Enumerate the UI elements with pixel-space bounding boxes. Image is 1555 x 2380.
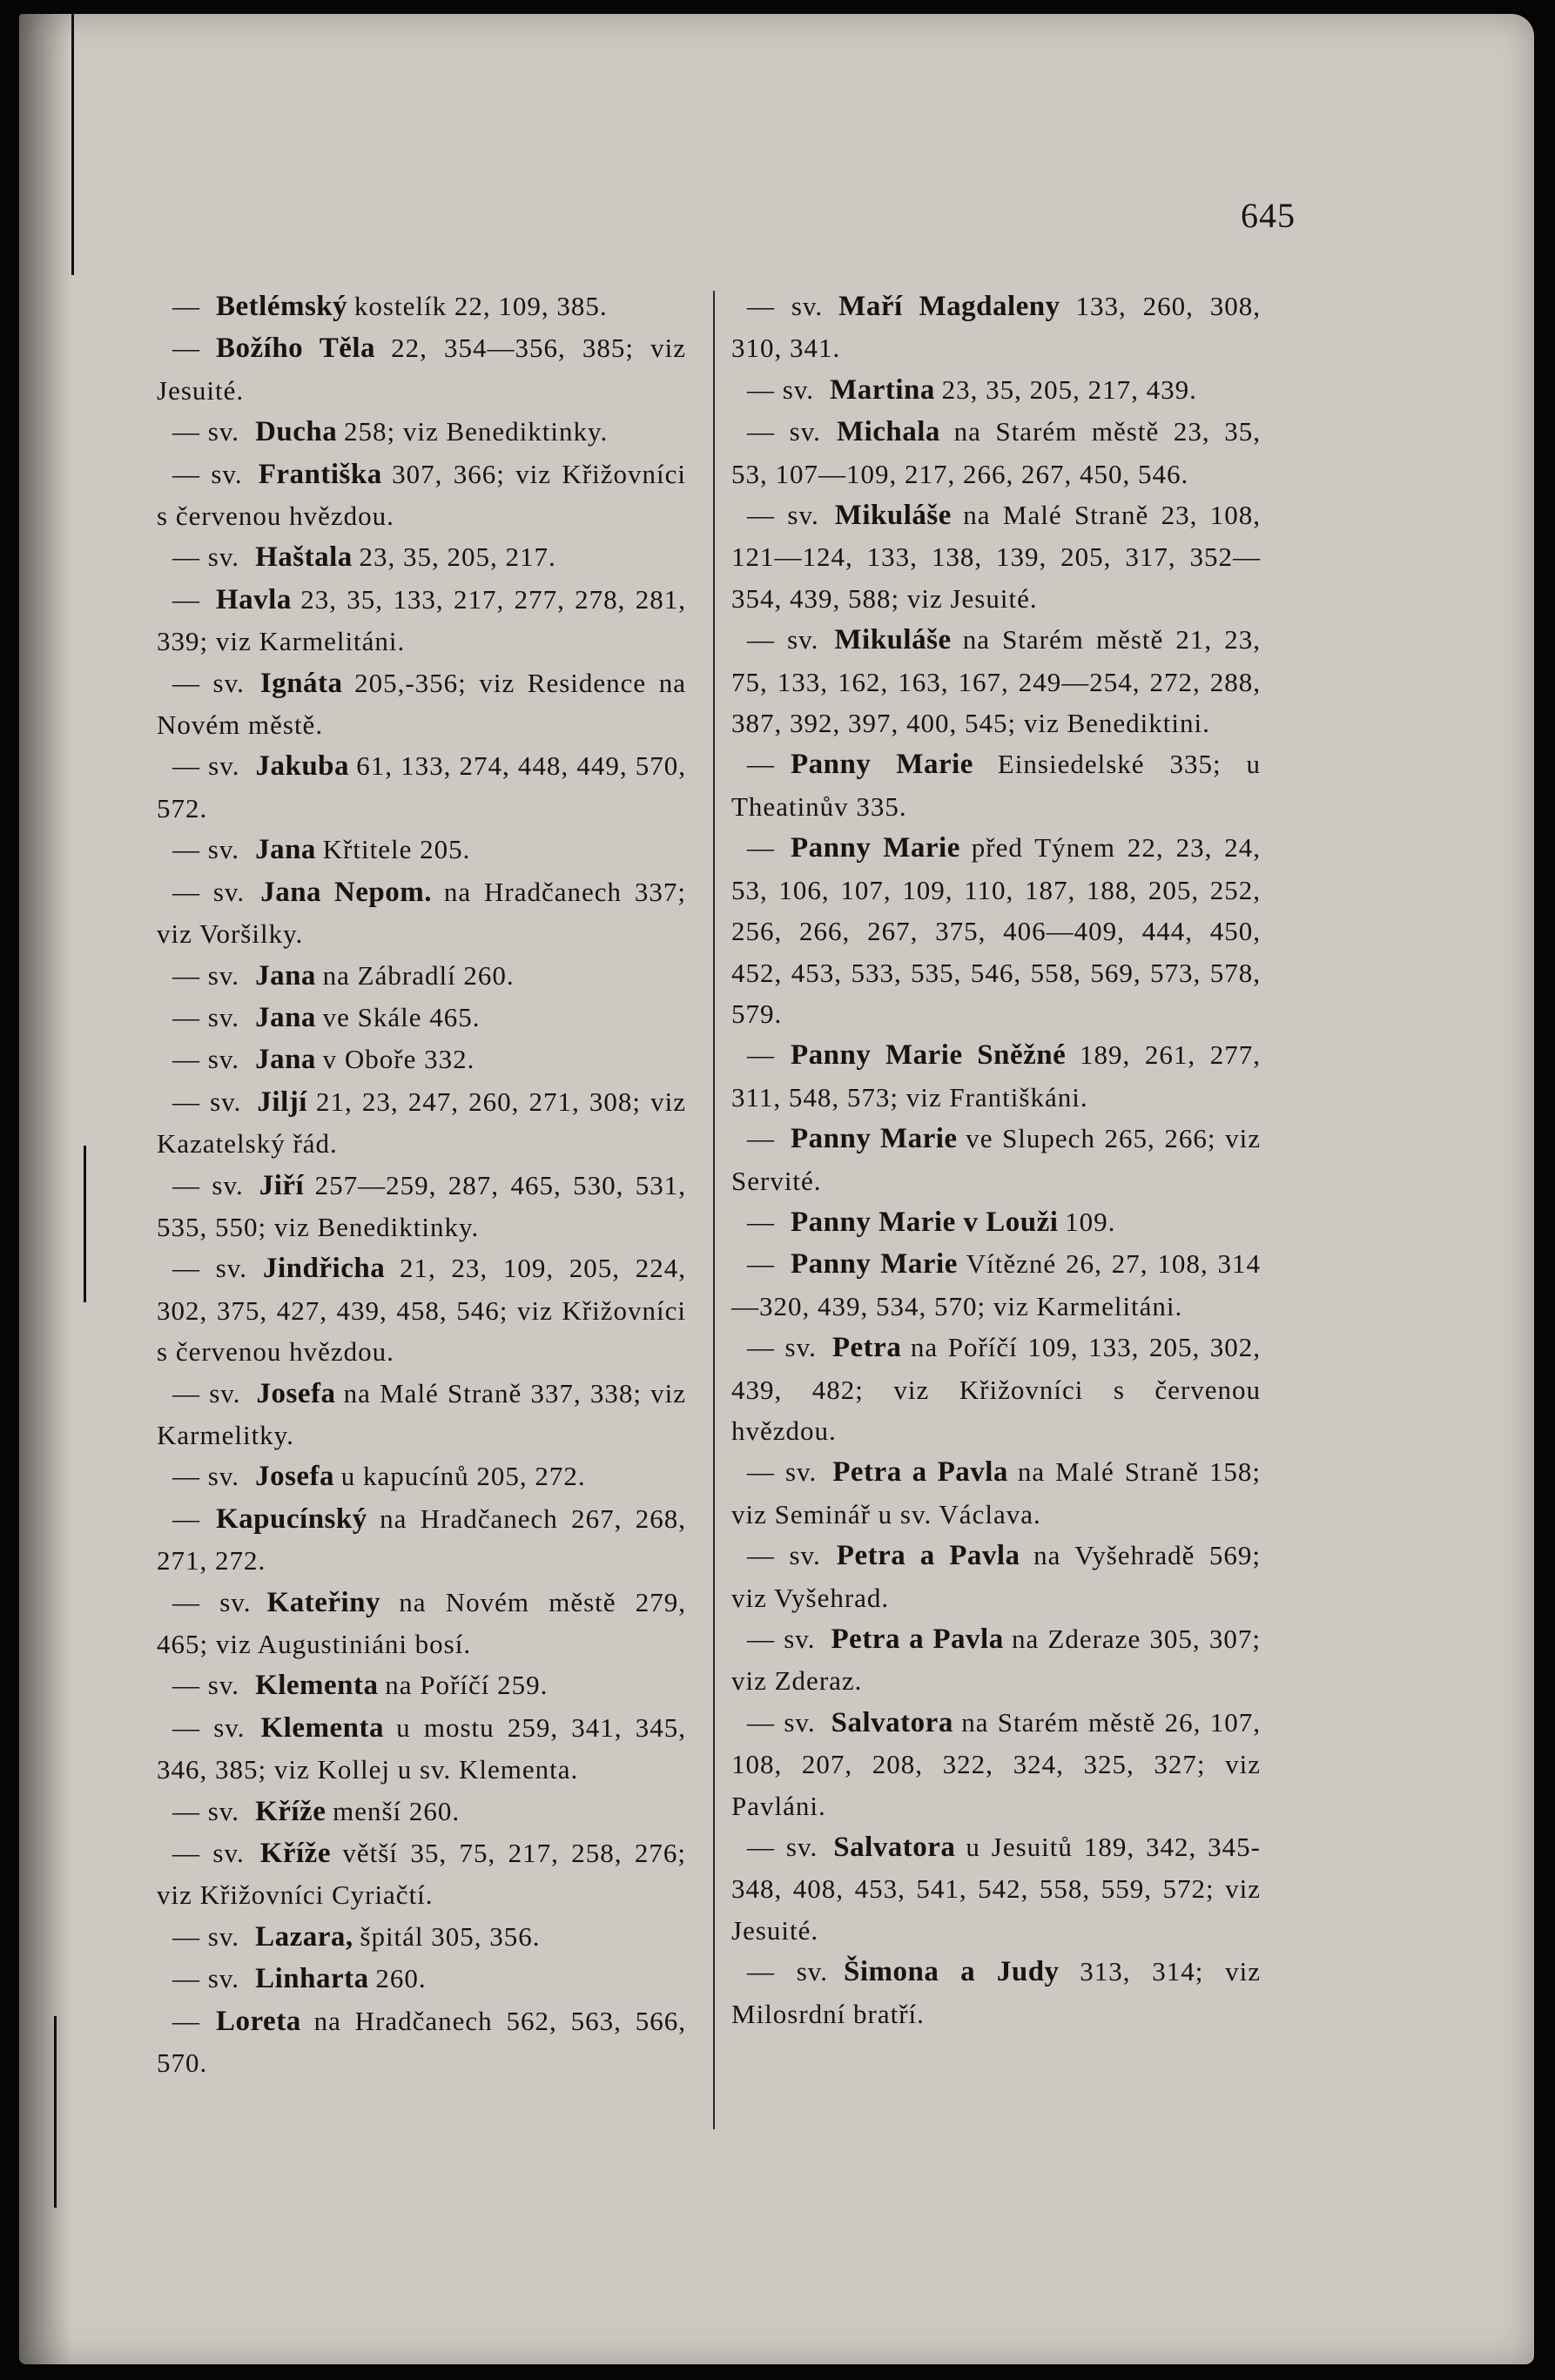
entry-headword: Martina	[830, 373, 935, 406]
entry-references: 205,-356; viz Residence na Novém městě.	[157, 667, 686, 741]
entry-prefix: —	[747, 1039, 775, 1071]
index-entry	[731, 1535, 1261, 1618]
entry-headword: Havla	[216, 583, 292, 615]
index-entry	[157, 1247, 686, 1372]
index-entry	[157, 1498, 686, 1582]
index-entry	[731, 1327, 1261, 1451]
entry-headword: Petra a Pavla	[836, 1540, 1020, 1572]
entry-prefix: — sv.	[747, 1540, 821, 1571]
index-entry	[157, 1832, 686, 1916]
entry-headword: Petra a Pavla	[832, 1456, 1008, 1489]
entry-prefix: — sv.	[172, 1377, 241, 1409]
index-column-left	[157, 286, 686, 2083]
index-entry	[157, 997, 686, 1039]
index-entry	[731, 1618, 1261, 1702]
index-entry	[731, 1034, 1261, 1118]
entry-headword: Mikuláše	[834, 624, 952, 656]
entry-prefix: — sv.	[172, 1169, 244, 1200]
entry-references: větší 35, 75, 217, 258, 276; viz Křižovníci Cyriačtí.	[157, 1838, 686, 1911]
entry-references: špitál 305, 356.	[360, 1920, 541, 1952]
index-entry	[157, 1039, 686, 1080]
entry-references: 23, 35, 205, 217.	[359, 541, 556, 573]
index-entry	[157, 871, 686, 955]
index-entry	[157, 327, 686, 411]
entry-headword: Jiří	[259, 1169, 305, 1201]
index-entry	[731, 1702, 1261, 1826]
entry-headword: Kříže	[255, 1795, 326, 1827]
entry-prefix: —	[747, 1123, 775, 1154]
entry-headword: Petra a Pavla	[831, 1624, 1004, 1655]
entry-references: na Starém městě 21, 23, 75, 133, 162, 163, 167, 249—254, 272, 288, 387, 392, 397, 400, 545; viz Benediktini.	[731, 624, 1261, 739]
entry-prefix: — sv.	[172, 1253, 248, 1284]
index-entry	[157, 1582, 686, 1665]
entry-references: 189, 261, 277, 311, 548, 573; viz Františkáni.	[731, 1039, 1261, 1113]
index-entry	[157, 411, 686, 453]
entry-headword: Betlémský	[216, 291, 348, 322]
entry-prefix: — sv.	[172, 1044, 240, 1075]
entry-references: na Starém městě 26, 107, 108, 207, 208, 322, 324, 325, 327; viz Pavláni.	[731, 1706, 1261, 1821]
entry-headword: Františka	[258, 458, 382, 490]
index-entry	[157, 1081, 686, 1165]
entry-references: u mostu 259, 341, 345, 346, 385; viz Kollej u sv. Klementa.	[157, 1711, 686, 1785]
entry-references: u Jesuitů 189, 342, 345-348, 408, 453, 541, 542, 558, 559, 572; viz Jesuité.	[731, 1832, 1261, 1946]
entry-references: 258; viz Benediktinky.	[344, 416, 609, 447]
entry-prefix: —	[172, 583, 200, 615]
entry-references: na Zderaze 305, 307; viz Zderaz.	[731, 1624, 1261, 1697]
index-entry	[731, 494, 1261, 619]
entry-prefix: —	[747, 832, 775, 864]
entry-headword: Panny Marie Sněžné	[791, 1039, 1067, 1072]
entry-headword: Šimona a Judy	[844, 1956, 1060, 1988]
entry-prefix: — sv.	[172, 541, 240, 573]
entry-headword: Jana	[255, 1001, 316, 1033]
entry-references: 23, 35, 205, 217, 439.	[941, 373, 1197, 405]
entry-prefix: —	[172, 1503, 200, 1534]
entry-references: před Týnem 22, 23, 24, 53, 106, 107, 109, 110, 187, 188, 205, 252, 256, 266, 267, 375, 406—409, 444, 450, 452, 453, 533, 535, 546, 558, 569, 573, 578, 579.	[731, 832, 1261, 1029]
entry-headword: Jakuba	[255, 750, 350, 783]
entry-prefix: — sv.	[172, 959, 240, 991]
entry-headword: Kapucínský	[216, 1503, 367, 1535]
entry-prefix: —	[172, 291, 200, 321]
index-entry	[157, 536, 686, 578]
entry-prefix: — sv.	[172, 667, 245, 698]
entry-references: 21, 23, 109, 205, 224, 302, 375, 427, 439, 458, 546; viz Křižovníci s červenou hvězdou.	[157, 1253, 687, 1368]
entry-references: na Vyšehradě 569; viz Vyšehrad.	[731, 1540, 1261, 1613]
entry-headword: Michala	[836, 416, 940, 448]
index-entry	[157, 745, 686, 829]
index-entry	[157, 1791, 686, 1832]
entry-prefix: — sv.	[172, 458, 243, 489]
entry-references: Einsiedelské 335; u Theatinův 335.	[731, 749, 1261, 822]
index-entry	[157, 1456, 686, 1497]
entry-prefix: — sv.	[172, 1838, 245, 1869]
entry-headword: Lazara,	[255, 1920, 353, 1953]
entry-prefix: — sv.	[172, 876, 246, 907]
entry-headword: Panny Marie v Louži	[791, 1206, 1059, 1238]
index-entry	[157, 579, 686, 662]
entry-references: 313, 314; viz Milosrdní bratří.	[731, 1956, 1261, 2029]
entry-references: na Malé Straně 158; viz Seminář u sv. Václava.	[731, 1456, 1261, 1530]
index-entry	[157, 1916, 686, 1958]
entry-references: na Hradčanech 562, 563, 566, 570.	[157, 2005, 686, 2079]
index-entry	[731, 619, 1261, 743]
index-column-right	[731, 286, 1261, 2034]
entry-prefix: — sv.	[172, 1001, 240, 1032]
entry-prefix: — sv.	[172, 1920, 240, 1952]
entry-headword: Mikuláše	[834, 500, 952, 532]
entry-headword: Božího Těla	[216, 333, 376, 365]
entry-references: kostelík 22, 109, 385.	[353, 291, 608, 321]
entry-references: Vítězné 26, 27, 108, 314—320, 439, 534, 570; viz Karmelitáni.	[731, 1248, 1262, 1321]
entry-prefix: —	[747, 1206, 775, 1237]
binding-mark	[84, 1146, 86, 1302]
entry-references: 307, 366; viz Křižovníci s červenou hvězdou.	[157, 458, 686, 532]
entry-references: na Hradčanech 267, 268, 271, 272.	[157, 1503, 686, 1577]
entry-references: na Poříčí 109, 133, 205, 302, 439, 482; viz Křižovníci s červenou hvězdou.	[731, 1332, 1262, 1446]
entry-prefix: — sv.	[172, 1711, 246, 1743]
index-entry	[157, 1958, 686, 2000]
entry-prefix: — sv.	[747, 1706, 816, 1738]
entry-references: u kapucínů 205, 272.	[340, 1461, 586, 1492]
entry-prefix: —	[747, 1248, 775, 1280]
index-entry	[731, 369, 1261, 411]
column-divider	[713, 291, 715, 2129]
entry-prefix: — sv.	[172, 1586, 252, 1617]
book-page	[19, 14, 1534, 2364]
entry-prefix: — sv.	[747, 500, 819, 531]
entry-headword: Salvatora	[831, 1706, 953, 1738]
entry-prefix: — sv.	[172, 834, 240, 865]
index-entry	[157, 454, 686, 537]
entry-headword: Kříže	[259, 1838, 331, 1870]
entry-references: ve Skále 465.	[322, 1001, 481, 1032]
entry-prefix: —	[172, 333, 200, 364]
index-entry	[157, 955, 686, 997]
entry-headword: Petra	[831, 1332, 902, 1364]
entry-headword: Ignáta	[259, 667, 343, 699]
entry-prefix: — sv.	[747, 416, 821, 447]
entry-headword: Ducha	[255, 416, 338, 448]
entry-headword: Jana	[255, 834, 316, 866]
entry-references: v Oboře 332.	[322, 1044, 475, 1075]
entry-references: 21, 23, 247, 260, 271, 308; viz Kazatelský řád.	[157, 1086, 686, 1160]
entry-prefix: — sv.	[747, 1956, 829, 1987]
index-entry	[731, 1826, 1261, 1951]
entry-references: 109.	[1065, 1206, 1116, 1237]
entry-prefix: — sv.	[172, 1963, 240, 1994]
entry-references: ve Slupech 265, 266; viz Servité.	[731, 1123, 1261, 1196]
entry-references: 133, 260, 308, 310, 341.	[731, 291, 1261, 364]
index-entry	[731, 1951, 1261, 2034]
entry-prefix: — sv.	[172, 750, 240, 782]
entry-prefix: — sv.	[747, 1332, 817, 1363]
entry-headword: Haštala	[255, 541, 353, 574]
index-entry	[731, 411, 1261, 494]
entry-headword: Panny Marie	[791, 1123, 958, 1155]
entry-references: 61, 133, 274, 448, 449, 570, 572.	[157, 750, 687, 824]
index-entry	[731, 1451, 1261, 1535]
index-entry	[157, 1664, 686, 1706]
entry-headword: Jindřicha	[263, 1253, 386, 1285]
entry-references: na Poříčí 259.	[385, 1670, 549, 1701]
entry-headword: Panny Marie	[791, 832, 960, 864]
entry-prefix: — sv.	[747, 1456, 818, 1488]
entry-headword: Kateřiny	[266, 1586, 381, 1618]
index-entry	[731, 1243, 1261, 1327]
entry-headword: Linharta	[255, 1963, 369, 1995]
entry-headword: Jiljí	[257, 1086, 307, 1118]
entry-references: 22, 354—356, 385; viz Jesuité.	[157, 333, 686, 406]
entry-prefix: — sv.	[747, 1624, 816, 1654]
entry-prefix: — sv.	[172, 416, 240, 447]
index-entry	[157, 286, 686, 327]
entry-prefix: — sv.	[172, 1461, 240, 1492]
entry-references: menší 260.	[333, 1795, 461, 1826]
entry-headword: Panny Marie	[791, 749, 973, 781]
entry-references: Křtitele 205.	[322, 834, 471, 865]
entry-references: 257—259, 287, 465, 530, 531, 535, 550; viz Benediktinky.	[157, 1169, 687, 1242]
entry-references: na Zábradlí 260.	[322, 959, 515, 991]
entry-prefix: — sv.	[172, 1795, 240, 1826]
index-entry	[731, 1201, 1261, 1243]
entry-references: na Malé Straně 337, 338; viz Karmelitky.	[157, 1377, 686, 1450]
entry-prefix: — sv.	[747, 291, 824, 321]
index-entry	[731, 286, 1261, 369]
entry-references: 260.	[375, 1963, 427, 1994]
index-entry	[157, 662, 686, 746]
index-entry	[157, 1707, 686, 1791]
entry-references: 23, 35, 133, 217, 277, 278, 281, 339; viz Karmelitáni.	[157, 583, 686, 657]
index-entry	[157, 1373, 686, 1456]
index-entry	[731, 743, 1261, 827]
entry-prefix: —	[747, 749, 775, 780]
entry-headword: Jana Nepom.	[260, 876, 432, 908]
entry-prefix: — sv.	[747, 1832, 818, 1863]
entry-headword: Panny Marie	[791, 1248, 958, 1281]
binding-mark	[54, 2016, 57, 2208]
entry-headword: Klementa	[255, 1670, 379, 1702]
entry-prefix: —	[172, 2005, 200, 2036]
entry-references: na Hradčanech 337; viz Voršilky.	[157, 876, 686, 950]
binding-mark	[71, 14, 74, 275]
entry-headword: Klementa	[260, 1711, 384, 1744]
entry-prefix: — sv.	[172, 1086, 242, 1117]
entry-prefix: — sv.	[172, 1670, 240, 1701]
page-number: 645	[1241, 196, 1296, 235]
entry-references: na Malé Straně 23, 108, 121—124, 133, 138, 139, 205, 317, 352—354, 439, 588; viz Jesuité.	[731, 500, 1261, 614]
index-entry	[157, 1165, 686, 1248]
entry-headword: Jana	[255, 1044, 316, 1076]
index-entry	[157, 829, 686, 871]
entry-references: na Starém městě 23, 35, 53, 107—109, 217, 266, 267, 450, 546.	[731, 416, 1261, 489]
entry-prefix: — sv.	[747, 373, 815, 405]
entry-prefix: — sv.	[747, 624, 819, 656]
entry-headword: Jana	[255, 959, 316, 992]
entry-headword: Josefa	[255, 1461, 335, 1493]
index-entry	[731, 827, 1261, 1034]
entry-headword: Salvatora	[833, 1832, 956, 1864]
entry-headword: Loreta	[216, 2005, 301, 2037]
index-entry	[731, 1118, 1261, 1201]
entry-references: na Novém městě 279, 465; viz Augustiniáni bosí.	[157, 1586, 687, 1659]
index-entry	[157, 2000, 686, 2084]
entry-headword: Josefa	[256, 1377, 336, 1409]
entry-headword: Maří Magdaleny	[838, 291, 1060, 322]
